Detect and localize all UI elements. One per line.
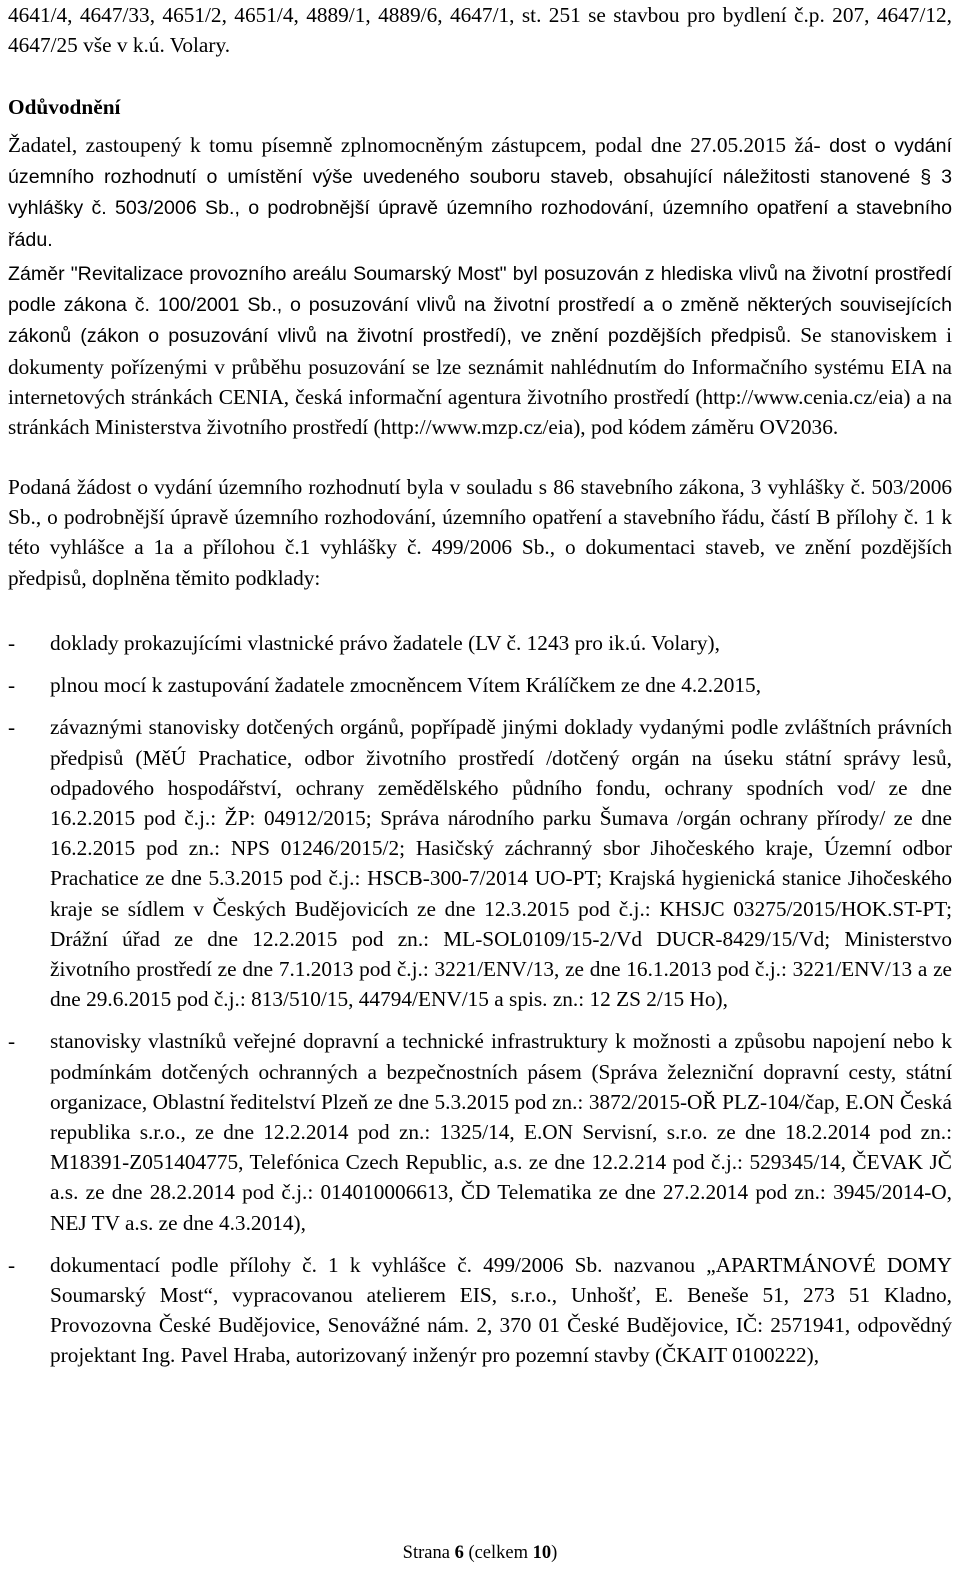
- list-dash: -: [8, 715, 16, 740]
- paragraph-application: [8, 130, 952, 255]
- list-item: [8, 1026, 952, 1237]
- list-item-text: dokumentací podle přílohy č. 1 k vyhlášce č. 499/2006 Sb. nazvanou „APARTMÁNOVÉ DOMY Soumarský Most“, vypracovanou atelierem EIS, s.r.o., Unhošť, E. Beneše 51, 273 51 Kladno, Provozovna České Budějovice, Senovážné nám. 2, 370 01 České Budějovice, IČ: 2571941, odpovědný projektant Ing. Pavel Hraba, autorizovaný inženýr pro pozemní stavby (ČKAIT 0100222),: [50, 1252, 952, 1368]
- list-item: [8, 628, 952, 658]
- list-item-text: závaznými stanovisky dotčených orgánů, popřípadě jinými doklady vydanými podle zvláštních právních předpisů (MěÚ Prachatice, odbor životního prostředí /dotčený orgán na úseku státní správy lesů, odpadového hospodářství, ochrany zemědělského půdního fondu, ochrany spodních vod/ ze dne 16.2.2015 pod č.j.: ŽP: 04912/2015; Správa národního parku Šumava /orgán ochrany přírody/ ze dne 16.2.2015 pod zn.: NPS 01246/2015/2; Hasičský záchranný sbor Jihočeského kraje, Územní odbor Prachatice ze dne 5.3.2015 pod č.j.: HSCB-300-7/2014 UO-PT; Krajská hygienická stanice Jihočeského kraje se sídlem v Českých Budějovicích ze dne 12.3.2015 pod č.j.: KHSJC 03275/2015/HOK.ST-PT; Drážní úřad ze dne 12.2.2015 pod zn.: ML-SOL0109/15-2/Vd DUCR-8429/15/Vd; Ministerstvo životního prostředí ze dne 7.1.2013 pod č.j.: 3221/ENV/13, ze dne 16.1.2013 pod č.j.: 3221/ENV/13 a ze dne 29.6.2015 pod č.j.: 813/510/15, 44794/ENV/15 a spis. zn.: 12 ZS 2/15 Ho),: [50, 715, 952, 1012]
- footer-page-total: 10: [532, 1543, 552, 1563]
- list-dash: -: [8, 673, 16, 698]
- page-footer: [0, 1541, 960, 1565]
- paragraph-eia: [8, 258, 952, 442]
- list-dash: -: [8, 1252, 16, 1277]
- footer-suffix: ): [551, 1543, 558, 1563]
- paragraph-application-sans: dost o vydání územního rozhodnutí o umístění výše uvedeného souboru staveb, obsahující náležitosti stanovené § 3 vyhlášky č. 503/2006 Sb., o podrobnější úpravě územního rozhodování, územního opatření a stavebního řádu.: [8, 135, 952, 251]
- intro-continuation: 4641/4, 4647/33, 4651/2, 4651/4, 4889/1, 4889/6, 4647/1, st. 251 se stavbou pro bydlení č.p. 207, 4647/12, 4647/25 vše v k.ú. Volary.: [8, 3, 952, 58]
- documents-list: [8, 628, 952, 1371]
- section-heading: Odůvodnění: [8, 95, 121, 119]
- paragraph-application-serif: Žadatel, zastoupený k tomu písemně zplnomocněným zástupcem, podal dne 27.05.2015 žá-: [8, 133, 821, 157]
- list-item: [8, 712, 952, 1014]
- footer-middle: (celkem: [463, 1543, 533, 1563]
- list-item: [8, 1250, 952, 1371]
- paragraph-submission: Podaná žádost o vydání územního rozhodnutí byla v souladu s 86 stavebního zákona, 3 vyhlášky č. 503/2006 Sb., o podrobnější úpravě územního rozhodování, územního opatření a stavebního řádu, částí B přílohy č. 1 k této vyhlášce a 1a a přílohou č.1 vyhlášky č. 499/2006 Sb., o dokumentaci staveb, ve znění pozdějších předpisů, doplněna těmito podklady:: [8, 475, 952, 590]
- footer-prefix: Strana: [402, 1543, 455, 1563]
- list-item-text: stanovisky vlastníků veřejné dopravní a technické infrastruktury k možnosti a způsobu napojení nebo k podmínkám dotčených ochranných a bezpečnostních pásem (Správa železniční dopravní cesty, státní organizace, Oblastní ředitelství Plzeň ze dne 5.3.2015 pod zn.: 3872/2015-OŘ PLZ-104/čap, E.ON Česká republika s.r.o., ze dne 12.2.2014 pod zn.: 1325/14, E.ON Servisní, s.r.o. ze dne 18.2.2014 pod zn.: M18391-Z051404775, Telefónica Czech Republic, a.s. ze dne 12.2.214 pod č.j.: 529345/14, ČEVAK JČ a.s. ze dne 28.2.2014 pod č.j.: 014010006613, ČD Telematika ze dne 27.2.2014 pod zn.: 3945/2014-O, NEJ TV a.s. ze dne 4.3.2014),: [50, 1029, 952, 1235]
- paragraph-eia-serif: Se stanoviskem i dokumenty pořízenými v průběhu posuzování se lze seznámit nahlédnutím do Informačního systému EIA na internetových stránkách CENIA, česká informační agentura životního prostředí (http://www.cenia.cz/eia) a na stránkách Ministerstva životního prostředí (http://www.mzp.cz/eia), pod kódem záměru OV2036.: [8, 323, 952, 440]
- list-dash: -: [8, 1029, 16, 1054]
- list-dash: -: [8, 631, 16, 655]
- list-item-text: plnou mocí k zastupování žadatele zmocněncem Vítem Králíčkem ze dne 4.2.2015,: [50, 673, 762, 698]
- paragraph-eia-sans: Záměr "Revitalizace provozního areálu Soumarský Most" byl posuzován z hlediska vlivů na životní prostředí podle zákona č. 100/2001 Sb., o posuzování vlivů na životní prostředí a o změně některých souvisejících zákonů (zákon o posuzování vlivů na životní prostředí), ve znění pozdějších předpisů.: [8, 263, 952, 348]
- list-item: [8, 670, 952, 700]
- list-item-text: doklady prokazujícími vlastnické právo žadatele (LV č. 1243 pro ik.ú. Volary),: [50, 631, 720, 655]
- footer-page-number: 6: [454, 1543, 464, 1563]
